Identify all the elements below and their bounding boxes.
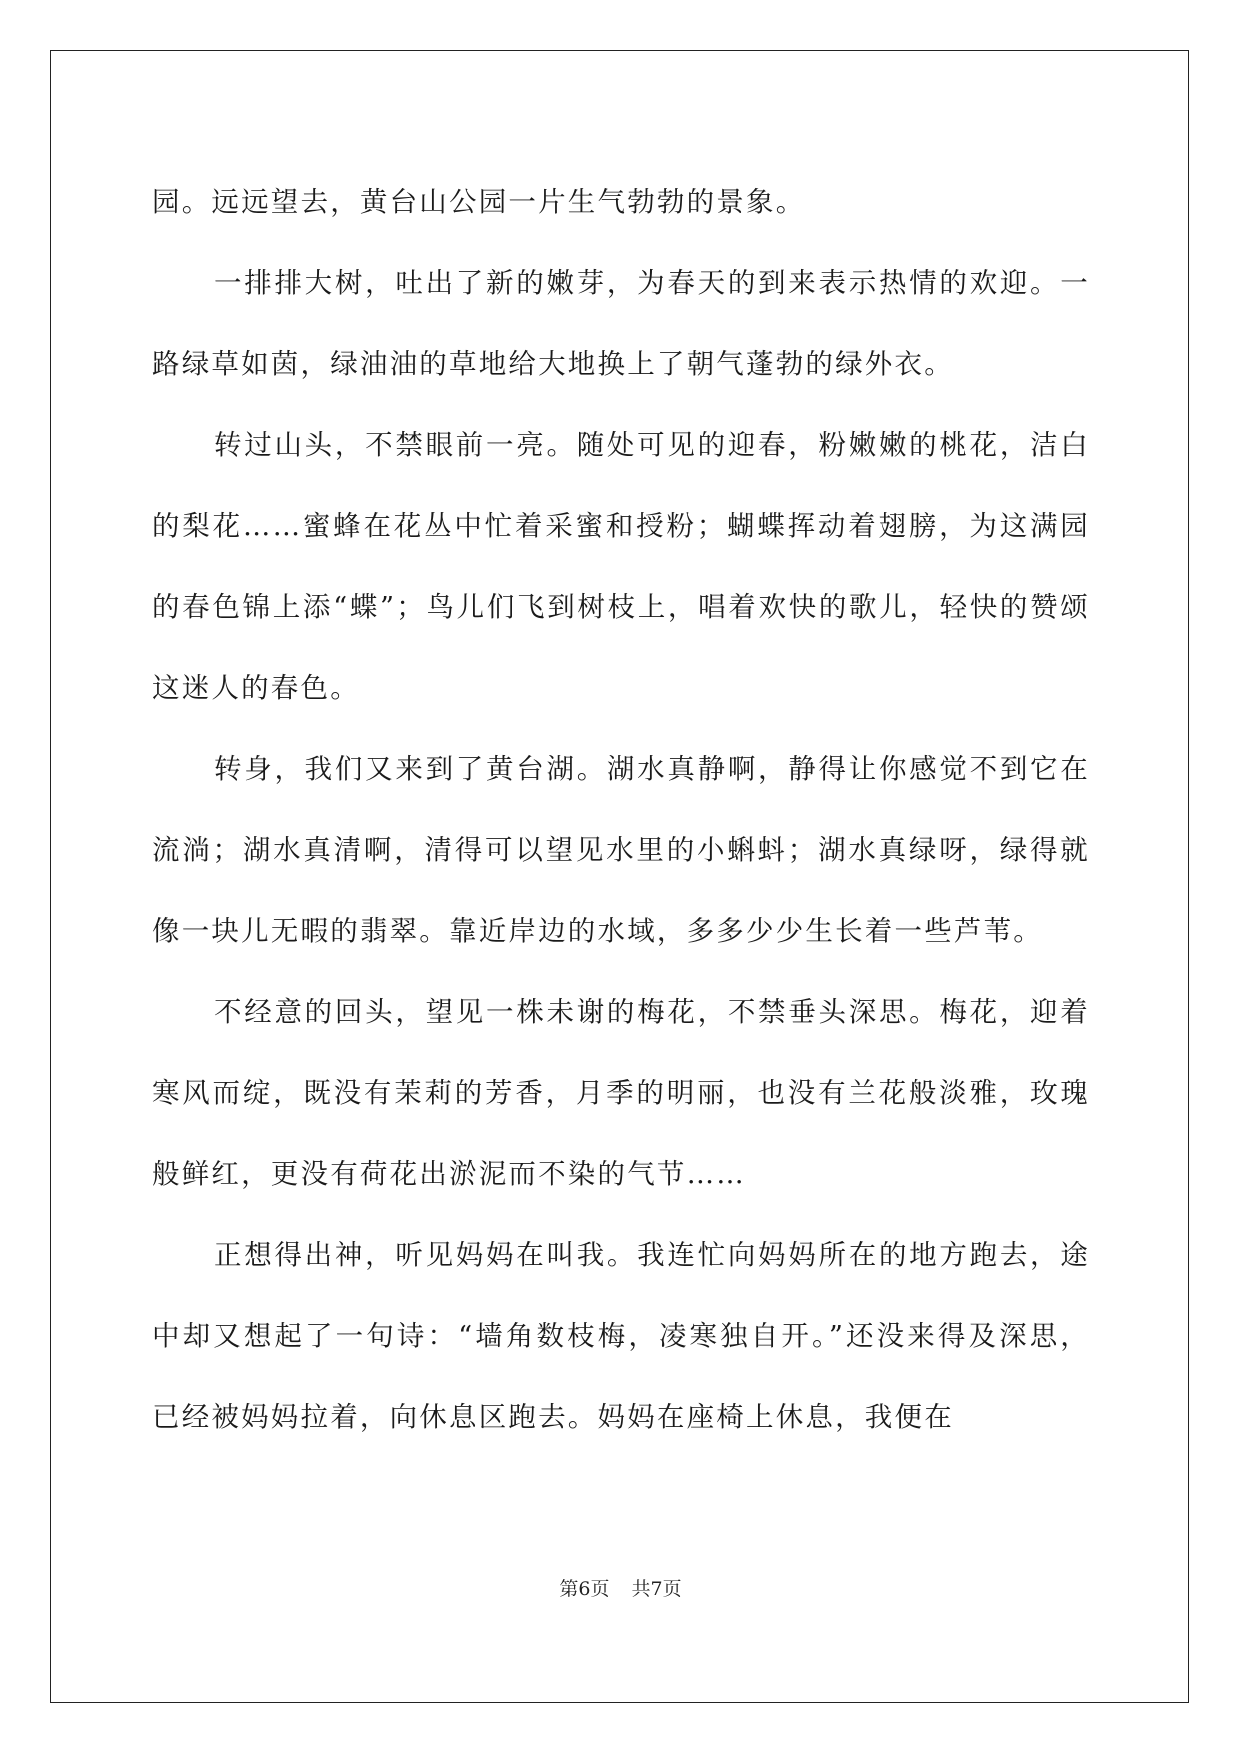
page-number: 第6页 xyxy=(559,1578,610,1600)
page-total: 共7页 xyxy=(631,1578,682,1600)
paragraph: 正想得出神，听见妈妈在叫我。我连忙向妈妈所在的地方跑去，途中却又想起了一句诗：“墙角数枝梅，凌寒独自开。”还没来得及深思，已经被妈妈拉着，向休息区跑去。妈妈在座椅上休息，我便在 xyxy=(152,1239,1090,1433)
paragraph: 不经意的回头，望见一株未谢的梅花，不禁垂头深思。梅花，迎着寒风而绽，既没有茉莉的芳香，月季的明丽，也没有兰花般淡雅，玫瑰般鲜红，更没有荷花出淤泥而不染的气节…… xyxy=(152,996,1090,1190)
page-footer xyxy=(0,1574,1241,1601)
paragraph: 转身，我们又来到了黄台湖。湖水真静啊，静得让你感觉不到它在流淌；湖水真清啊，清得可以望见水里的小蝌蚪；湖水真绿呀，绿得就像一块儿无暇的翡翠。靠近岸边的水域，多多少少生长着一些芦苇。 xyxy=(152,753,1090,947)
paragraph: 园。远远望去，黄台山公园一片生气勃勃的景象。 xyxy=(152,186,806,218)
paragraph: 一排排大树，吐出了新的嫩芽，为春天的到来表示热情的欢迎。一路绿草如茵，绿油油的草地给大地换上了朝气蓬勃的绿外衣。 xyxy=(152,267,1090,380)
paragraph: 转过山头，不禁眼前一亮。随处可见的迎春，粉嫩嫩的桃花，洁白的梨花……蜜蜂在花丛中忙着采蜜和授粉；蝴蝶挥动着翅膀，为这满园的春色锦上添“蝶”；鸟儿们飞到树枝上，唱着欢快的歌儿，轻快的赞颂这迷人的春色。 xyxy=(152,429,1090,704)
document-body xyxy=(152,162,1090,1458)
